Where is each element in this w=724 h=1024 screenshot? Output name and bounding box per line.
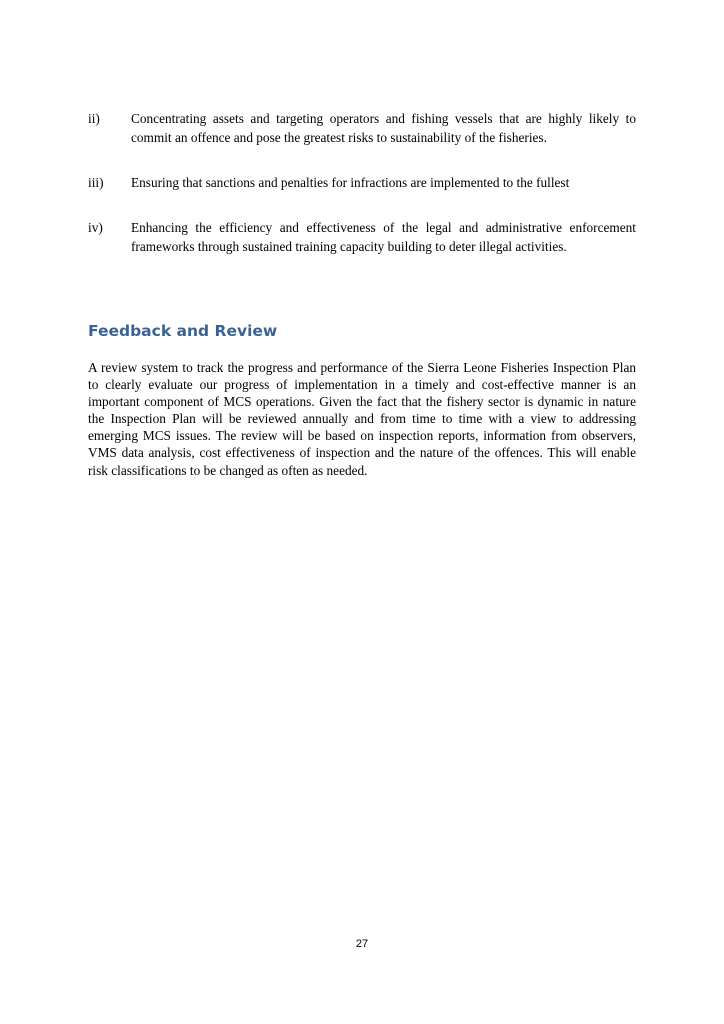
list-item bbox=[88, 109, 636, 147]
numbered-list bbox=[88, 109, 636, 256]
list-item-text: Concentrating assets and targeting operators and fishing vessels that are highly likely to commit an offence and pose the greatest risks to sustainability of the fisheries. bbox=[131, 111, 636, 145]
list-item-text: Ensuring that sanctions and penalties for infractions are implemented to the fullest bbox=[131, 175, 570, 190]
section-paragraph: A review system to track the progress and performance of the Sierra Leone Fisheries Inspection Plan to clearly evaluate our progress of implementation in a timely and cost-effective manner is an important component of MCS operations. Given the fact that the fishery sector is dynamic in nature the Inspection Plan will be reviewed annually and from time to time with a view to addressing emerging MCS issues. The review will be based on inspection reports, information from observers, VMS data analysis, cost effectiveness of inspection and the nature of the offences. This will enable risk classifications to be changed as often as needed. bbox=[88, 360, 636, 478]
page-number: 27 bbox=[355, 938, 369, 950]
list-marker: ii) bbox=[88, 111, 100, 126]
list-item bbox=[88, 173, 636, 192]
list-marker: iii) bbox=[88, 175, 104, 190]
list-item-text: Enhancing the efficiency and effectiveness of the legal and administrative enforcement frameworks through sustained training capacity building to deter illegal activities. bbox=[131, 220, 636, 254]
list-marker: iv) bbox=[88, 220, 103, 235]
list-item bbox=[88, 218, 636, 256]
section-heading: Feedback and Review bbox=[88, 322, 278, 340]
